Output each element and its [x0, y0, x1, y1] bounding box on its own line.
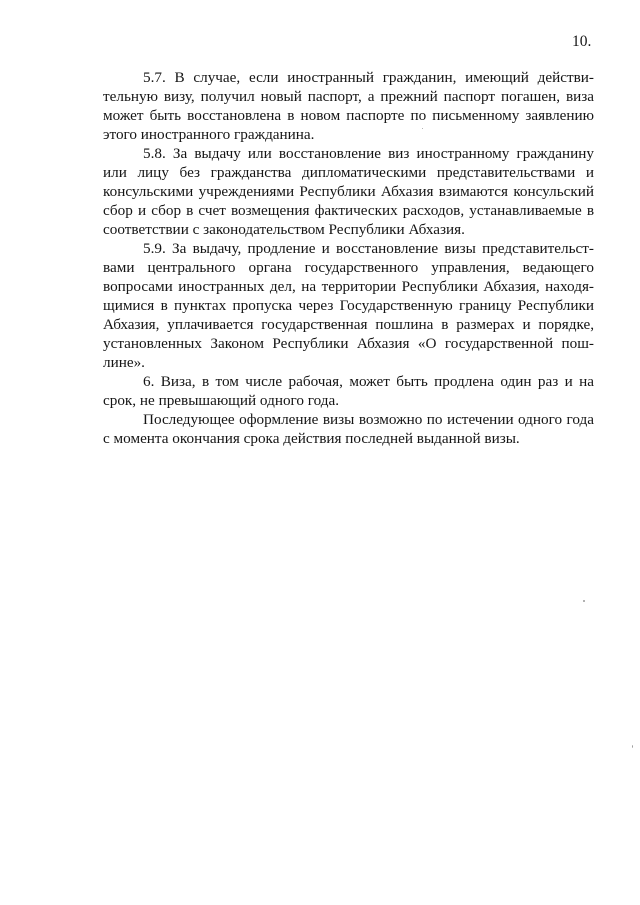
text-line: срок, не превышающий одного года.: [103, 392, 340, 409]
text-line: вопросами иностранных дел, на территории Республики Абхазия, находя-: [103, 278, 594, 295]
text-line: соответствии с законодательством Республики Абхазия.: [103, 221, 465, 238]
text-line: может быть восстановлена в новом паспорте по письменному заявлению: [103, 107, 594, 124]
text-line: этого иностранного гражданина.: [103, 126, 315, 143]
text-line: сбор и сбор в счет возмещения фактических расходов, устанавливаемые в: [103, 202, 594, 219]
text-line: тельную визу, получил новый паспорт, а прежний паспорт погашен, виза: [103, 88, 594, 105]
scan-speck: [632, 745, 633, 748]
text-line: Абхазия, уплачивается государственная пошлина в размерах и порядке,: [103, 316, 594, 333]
text-line: Последующее оформление визы возможно по истечении одного года: [143, 411, 594, 428]
text-line: 5.9. За выдачу, продление и восстановление визы представительст-: [143, 240, 594, 257]
scan-speck: [422, 128, 423, 129]
text-line: или лицу без гражданства дипломатическими представительствами и: [103, 164, 594, 181]
text-line: 6. Виза, в том числе рабочая, может быть продлена один раз и на: [143, 373, 594, 390]
text-line: с момента окончания срока действия последней выданной визы.: [103, 430, 520, 447]
text-line: консульскими учреждениями Республики Абхазия взимаются консульский: [103, 183, 594, 200]
text-line: 5.7. В случае, если иностранный гражданин, имеющий действи-: [143, 69, 594, 86]
text-line: 5.8. За выдачу или восстановление виз иностранному гражданину: [143, 145, 594, 162]
text-line: лине».: [103, 354, 145, 371]
page-number: 10.: [572, 33, 592, 50]
scan-speck: [583, 600, 585, 602]
text-line: вами центрального органа государственного управления, ведающего: [103, 259, 594, 276]
text-line: щимися в пунктах пропуска через Государственную границу Республики: [103, 297, 594, 314]
text-line: установленных Законом Республики Абхазия «О государственной пош-: [103, 335, 594, 352]
